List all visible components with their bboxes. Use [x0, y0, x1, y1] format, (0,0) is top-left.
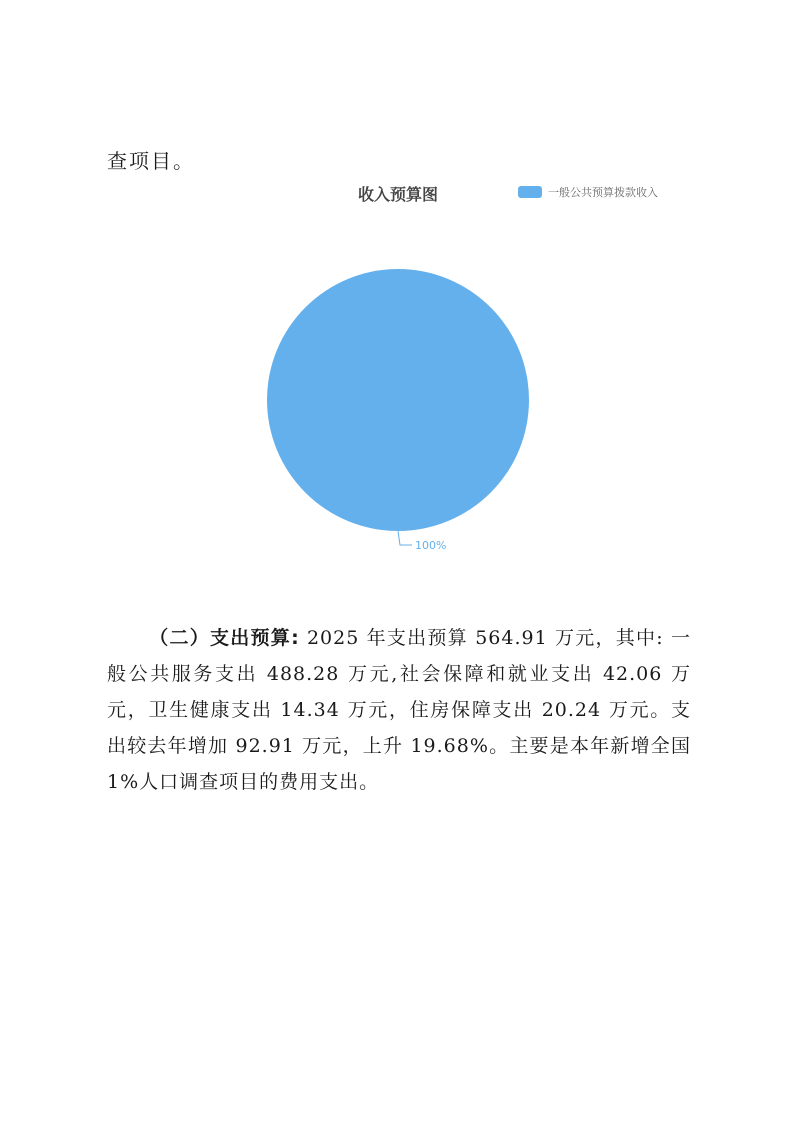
expenditure-paragraph [107, 620, 691, 800]
pie-chart [250, 250, 550, 560]
pie-slice [267, 269, 529, 531]
legend-label: 一般公共预算拨款收入 [548, 186, 658, 199]
legend-swatch [518, 186, 542, 198]
intro-text: 查项目。 [107, 149, 195, 173]
chart-legend [518, 184, 658, 200]
pie-slice-label: 100% [415, 539, 447, 552]
section-heading: （二）支出预算: [149, 627, 300, 649]
chart-title: 收入预算图 [357, 185, 438, 204]
pie-leader-line [398, 531, 412, 545]
section-body: 2025 年支出预算 564.91 万元，其中: 一般公共服务支出 488.28 万元,社会保障和就业支出 42.06 万元，卫生健康支出 14.34 万元，住房保障支出 20.24 万元。支出较去年增加 92.91 万元，上升 19.68%。主要是本年新增全国 1%人口调查项目的费用支出。 [107, 627, 691, 793]
